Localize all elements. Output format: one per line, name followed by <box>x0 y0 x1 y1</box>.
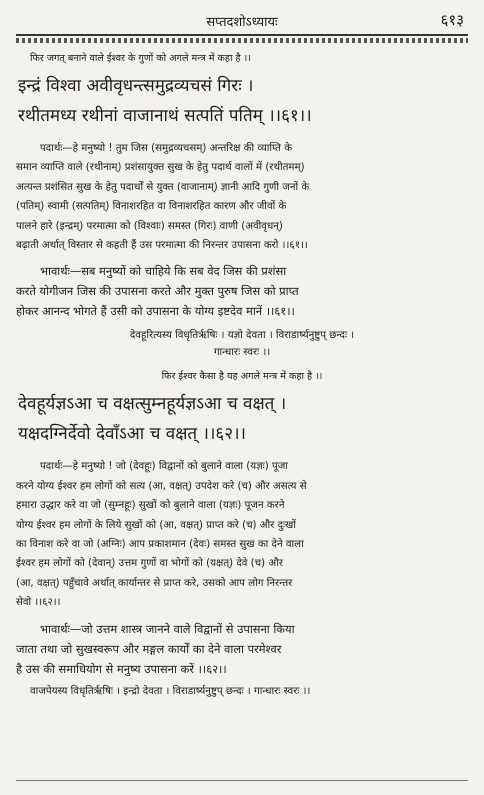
mantra-verse <box>18 389 468 449</box>
text-line: (पतिम्) स्वामी (सत्पतिम्) विनाशरहित वा विनाशरहित कारण और जीवों के <box>16 201 287 213</box>
text-line: सेवो ।।६२।। <box>16 597 61 609</box>
text-line: अत्यन्त प्रशंसित सुख के हेतु पदार्थों से युक्त (वाजानाम्) ज्ञानी आदि गुणी जनों के <box>16 181 310 193</box>
mantra-61-block <box>16 51 468 361</box>
text-line: भावार्थः—सब मनुष्यों को चाहिये कि सब वेद जिस की प्रशंसा <box>40 264 287 279</box>
intro-line: फिर ईश्वर कैसा है यह अगले मन्त्र में कहा है ।। <box>161 371 323 383</box>
mantra-62-block <box>16 369 468 699</box>
text-line: है उस की समाधियोग से मनुष्य उपासना करें ।।६२।। <box>16 661 227 676</box>
page-header <box>16 10 468 32</box>
text-line: होकर आनन्द भोगते हैं उसी को उपासना के योग्य इष्टदेव मानें ।।६१।। <box>16 304 295 319</box>
mantra-verse <box>18 71 468 131</box>
svara-text: गान्धारः स्वरः ।। <box>213 347 271 359</box>
text-line: का विनाश करे वा जो (अग्निः) आप प्रकाशमान (देवः) समस्त सुख का देने वाला <box>16 539 304 551</box>
text-line: पदार्थः—हे मनुष्यो ! तुम जिस (समुद्रव्यचसम्) अन्तरिक्ष की व्याप्ति के <box>40 143 293 154</box>
bhavartha-paragraph <box>16 261 468 321</box>
header-dotted-rule <box>16 38 468 43</box>
text-line: करते योगीजन जिस की उपासना करते और मुक्त पुरुष जिस को प्राप्त <box>16 284 299 299</box>
text-line: भावार्थः—जो उत्तम शास्त्र जानने वाले विद्वानों से उपासना किया <box>40 621 295 636</box>
mantra-line: देवहूर्यज्ञऽआ च वक्षत्सुम्नहूर्यज्ञऽआ च वक्षत् । <box>18 394 287 415</box>
intro-line: फिर जगत् बनाने वाले ईश्वर के गुणों को अगले मन्त्र में कहा है ।। <box>30 53 251 64</box>
padartha-paragraph <box>16 139 468 255</box>
text-line: करने योग्य ईश्वर हम लोगों को सत्य (आ, वक्षत्) उपदेश करे (च) और असत्य से <box>16 480 307 492</box>
mantra-line: यक्षदग्निर्देवो देवाँऽआ च वक्षत् ।।६२।। <box>18 424 246 445</box>
rishi-text: देवहूरित्यस्य विधृतिर्ऋषिः । यज्ञो देवता । विराडार्ष्यनुष्टुप् छन्दः । <box>129 330 355 342</box>
page-number: ६१३ <box>440 11 464 29</box>
rishi-devata-line <box>16 327 468 361</box>
text-line: पदार्थः—हे मनुष्यो ! जो (देवहूः) विद्वानों को बुलाने वाला (यज्ञः) पूजा <box>40 461 288 473</box>
text-line: पालने हारे (इन्द्रम्) परमात्मा को (विश्वाः) समस्त (गिरः) वाणी (अवीवृधन्) <box>16 220 283 232</box>
text-line: समान व्याप्ति वाले (रथीनाम्) प्रशंसायुक्त सुख के हेतु पदार्थ वालों में (रथीतमम्) <box>16 162 305 174</box>
text-line: योग्य ईश्वर हम लोगों के लिये सुखों को (आ, वक्षत्) प्राप्त करे (च) और दुःखों <box>16 519 297 531</box>
text-line: बढ़ाती अर्थात् विस्तार से कहती हैं उस परमात्मा की निरन्तर उपासना करो ।।६१।। <box>16 240 308 252</box>
mantra-line: इन्द्रं विश्वा अवीवृधन्त्समुद्रव्यचसं गिरः । <box>18 76 254 96</box>
bhavartha-paragraph <box>16 619 468 679</box>
rishi-devata-line: वाजपेयस्य विधृतिर्ऋषिः । इन्द्रो देवता । विराडार्ष्यनुष्टुप् छन्दः । गान्धारः स्वरः ।। <box>30 685 311 697</box>
text-line: हमारा उद्धार करे वा जो (सुम्नहूः) सुखों को बुलाने वाला (यज्ञः) पूजन करने <box>16 500 285 512</box>
header-rule <box>16 34 468 36</box>
mantra-line: रथीतमध्य रथीनां वाजानाथं सत्पतिं पतिम् ।।६१।। <box>18 106 312 126</box>
chapter-title: सप्तदशोऽध्यायः <box>206 15 278 30</box>
text-line: (आ, वक्षत्) पहुँचावे अर्थात् कार्यान्तर से प्राप्त करे, उसको आप लोग निरन्तर <box>16 577 293 589</box>
padartha-paragraph <box>16 457 468 612</box>
footer-rule <box>16 780 468 781</box>
text-line: जाता तथा जो सुखस्वरूप और मङ्गल कार्यों का देने वाला परमेश्वर <box>16 641 282 656</box>
text-line: ईश्वर हम लोगों को (देवान्) उत्तम गुणों वा भोगों को (यक्षत्) देवे (च) और <box>16 558 283 570</box>
